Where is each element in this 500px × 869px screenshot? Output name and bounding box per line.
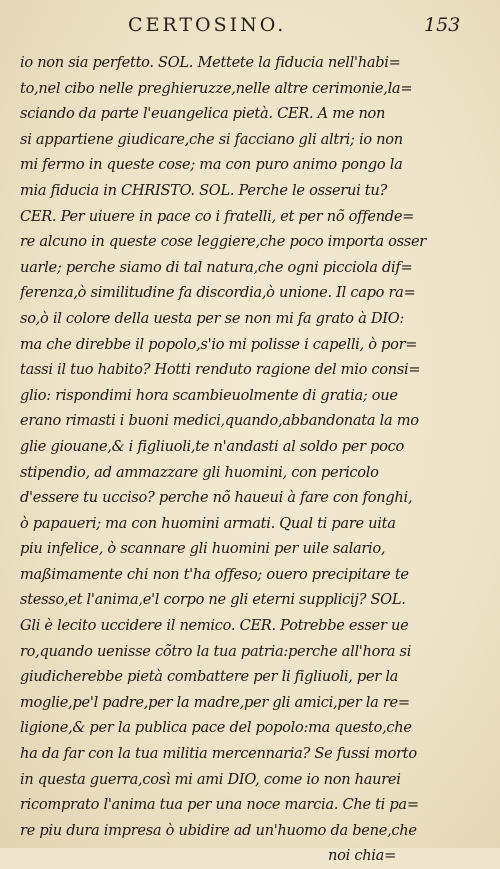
text-line: giudicherebbe pietà combattere per li figliuoli, per la	[20, 668, 399, 686]
text-line: piu infelice, ò scannare gli huomini per uile salario,	[20, 540, 386, 558]
catchword: noi chia=	[328, 847, 396, 865]
text-line: stesso,et l'anima,e'l corpo ne gli eterni supplicij? SOL.	[20, 591, 406, 609]
text-line: sciando da parte l'euangelica pietà. CER. A me non	[20, 105, 386, 123]
text-line: ha da far con la tua militia mercennaria? Se fussi morto	[20, 745, 417, 763]
running-head: CERTOSINO.	[128, 14, 287, 36]
text-line: ferenza,ò similitudine fa discordia,ò unione. Il capo ra=	[20, 284, 416, 302]
text-line: glio: rispondimi hora scambieuolmente di gratia; oue	[20, 386, 398, 404]
text-line: maßimamente chi non t'ha offeso; ouero precipitare te	[20, 565, 409, 583]
text-line: d'essere tu ucciso? perche nõ haueui à fare con fonghi,	[20, 489, 413, 507]
text-line: ò papaueri; ma con huomini armati. Qual ti pare uita	[20, 514, 396, 532]
text-line: glie giouane,& i figliuoli,te n'andasti al soldo per poco	[20, 437, 405, 455]
text-line: ma che direbbe il popolo,s'io mi polisse i capelli, ò por=	[20, 335, 418, 353]
text-line: in questa guerra,così mi ami DIO, come io non haurei	[20, 770, 401, 788]
text-line: mia fiducia in CHRISTO. SOL. Perche le osserui tu?	[20, 181, 387, 199]
text-line: uarle; perche siamo di tal natura,che ogni picciola dif=	[20, 258, 413, 276]
text-line: erano rimasti i buoni medici,quando,abbandonata la mo	[20, 412, 419, 430]
text-line: so,ò il colore della uesta per se non mi fa grato à DIO:	[20, 309, 405, 327]
text-line: ro,quando uenisse cõtro la tua patria:perche all'hora si	[20, 642, 412, 660]
text-line: io non sia perfetto. SOL. Mettete la fiducia nell'habi=	[20, 54, 401, 71]
text-line: mi fermo in queste cose; ma con puro animo pongo la	[20, 156, 403, 174]
text-line: tassi il tuo habito? Hotti renduto ragione del mio consi=	[20, 361, 421, 379]
page-number: 153	[424, 14, 461, 36]
text-line: moglie,pe'l padre,per la madre,per gli amici,per la re=	[20, 693, 410, 711]
body-text	[20, 50, 486, 869]
page-header	[0, 14, 500, 44]
text-line: ricomprato l'anima tua per una noce marcia. Che ti pa=	[20, 796, 419, 814]
text-line: to,nel cibo nelle preghieruzze,nelle altre cerimonie,la=	[20, 79, 413, 97]
text-line: ligione,& per la publica pace del popolo:ma questo,che	[20, 719, 412, 737]
text-line: re piu dura impresa ò ubidire ad un'huomo da bene,che	[20, 821, 417, 839]
text-line: CER. Per uiuere in pace co i fratelli, et per nõ offende=	[20, 207, 415, 225]
text-line: Gli è lecito uccidere il nemico. CER. Potrebbe esser ue	[20, 617, 409, 635]
text-line: si appartiene giudicare,che si facciano gli altri; io non	[20, 130, 403, 148]
text-line: re alcuno in queste cose leggiere,che poco importa osser	[20, 233, 426, 251]
text-line: stipendio, ad ammazzare gli huomini, con pericolo	[20, 463, 379, 481]
